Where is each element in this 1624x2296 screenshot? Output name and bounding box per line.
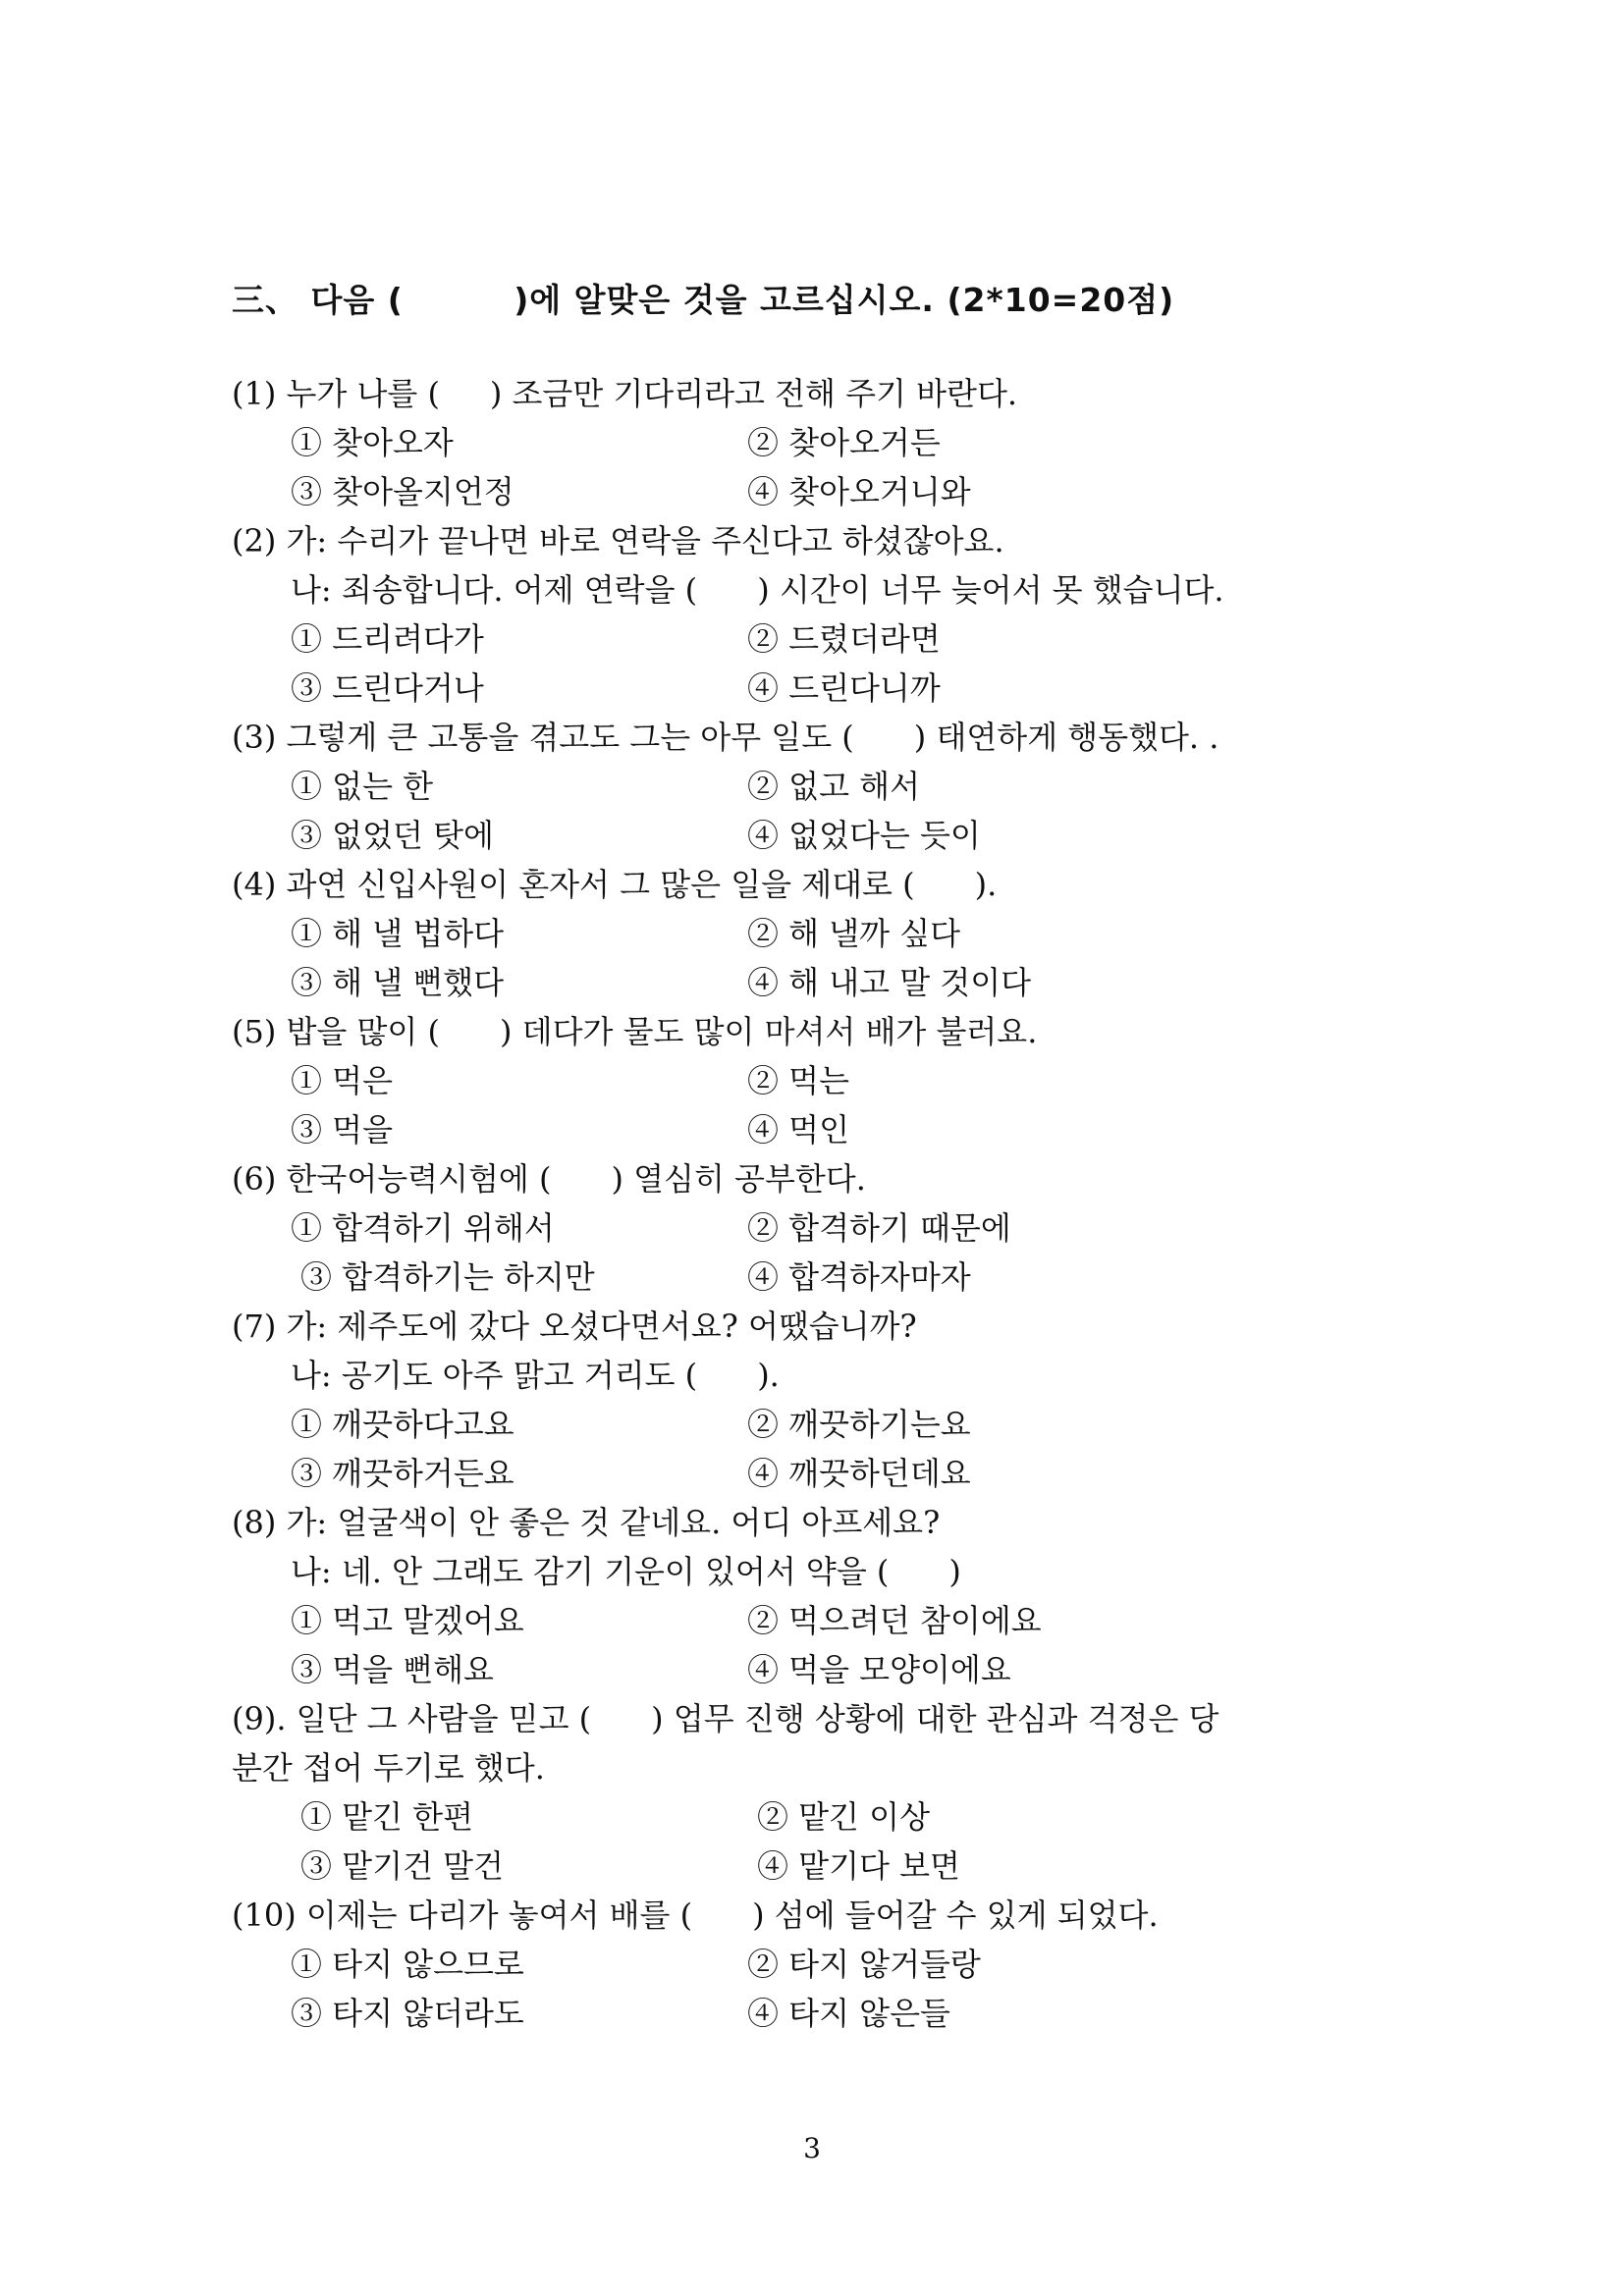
option-3: ③ 먹을 뻔해요: [291, 1651, 494, 1688]
option-1: ① 찾아오자: [291, 424, 454, 461]
option-2: ② 해 낼까 싶다: [747, 915, 961, 952]
question-text: (6) 한국어능력시험에 ( ) 열심히 공부한다.: [232, 1160, 866, 1198]
question-text: (9). 일단 그 사람을 믿고 ( ) 업무 진행 상황에 대한 관심과 걱정은 당: [232, 1700, 1219, 1737]
question-text: (4) 과연 신입사원이 혼자서 그 많은 일을 제대로 ( ).: [232, 866, 998, 903]
options-row: [232, 664, 1420, 713]
question-text: (10) 이제는 다리가 놓여서 배를 ( ) 섬에 들어갈 수 있게 되었다.: [232, 1896, 1159, 1934]
option-1: ① 맡긴 한편: [300, 1798, 473, 1836]
dialogue-reply: 나: 죄송합니다. 어제 연락을 ( ) 시간이 너무 늦어서 못 했습니다.: [291, 571, 1224, 609]
page-number: 3: [803, 2132, 821, 2164]
option-1: ① 없는 한: [291, 768, 434, 805]
option-3: ③ 없었던 탓에: [291, 817, 494, 854]
options-row: [232, 1253, 1420, 1302]
question-3: [232, 713, 1420, 860]
option-2: ② 먹는: [747, 1062, 849, 1099]
question-2: [232, 516, 1420, 713]
option-1: ① 드리려다가: [291, 620, 484, 658]
option-3: ③ 찾아올지언정: [291, 473, 514, 510]
options-row: [232, 1596, 1420, 1645]
options-row: [232, 1792, 1420, 1842]
section-title: 三、 다음 ( )에 알맞은 것을 고르십시오. (2*10=20점): [232, 281, 1175, 319]
options-row: [232, 614, 1420, 664]
options-row: [232, 1449, 1420, 1498]
option-1: ① 타지 않으므로: [291, 1946, 524, 1983]
options-row: [232, 1203, 1420, 1253]
option-1: ① 합격하기 위해서: [291, 1209, 555, 1247]
options-row: [232, 1940, 1420, 1989]
option-4: ④ 없었다는 듯이: [747, 817, 981, 854]
dialogue-reply: 나: 공기도 아주 맑고 거리도 ( ).: [291, 1357, 780, 1394]
option-1: ① 먹은: [291, 1062, 393, 1099]
option-4: ④ 합격하자마자: [747, 1258, 971, 1296]
options-row: [232, 418, 1420, 467]
options-row: [232, 958, 1420, 1007]
question-text: (3) 그렇게 큰 고통을 겪고도 그는 아무 일도 ( ) 태연하게 행동했다. .: [232, 719, 1219, 756]
option-1: ① 먹고 말겠어요: [291, 1602, 524, 1639]
option-4: ④ 먹인: [747, 1111, 849, 1148]
option-3: ③ 맡기건 말건: [300, 1847, 504, 1885]
options-row: [232, 762, 1420, 811]
question-text: (5) 밥을 많이 ( ) 데다가 물도 많이 마셔서 배가 불러요.: [232, 1013, 1038, 1050]
question-text: (1) 누가 나를 ( ) 조금만 기다리라고 전해 주기 바란다.: [232, 375, 1018, 412]
question-5: [232, 1007, 1420, 1154]
question-6: [232, 1154, 1420, 1302]
options-row: [232, 467, 1420, 516]
option-2: ② 먹으려던 참이에요: [747, 1602, 1042, 1639]
option-4: ④ 해 내고 말 것이다: [747, 964, 1032, 1001]
question-9: [232, 1694, 1420, 1891]
option-2: ② 찾아오거든: [747, 424, 941, 461]
option-4: ④ 맡기다 보면: [757, 1847, 960, 1885]
options-row: [232, 1400, 1420, 1449]
option-3: ③ 타지 않더라도: [291, 1995, 524, 2032]
option-3: ③ 합격하기는 하지만: [300, 1258, 595, 1296]
option-2: ② 없고 해서: [747, 768, 920, 805]
options-row: [232, 1989, 1420, 2038]
question-text-continued: 분간 접어 두기로 했다.: [232, 1749, 545, 1787]
options-row: [232, 811, 1420, 860]
question-list: [232, 369, 1420, 2038]
option-4: ④ 먹을 모양이에요: [747, 1651, 1011, 1688]
question-10: [232, 1891, 1420, 2038]
option-3: ③ 먹을: [291, 1111, 393, 1148]
question-text: (2) 가: 수리가 끝나면 바로 연락을 주신다고 하셨잖아요.: [232, 522, 1004, 560]
option-4: ④ 타지 않은들: [747, 1995, 950, 2032]
question-7: [232, 1302, 1420, 1498]
option-4: ④ 찾아오거니와: [747, 473, 971, 510]
question-1: [232, 369, 1420, 516]
options-row: [232, 1842, 1420, 1891]
option-2: ② 맡긴 이상: [757, 1798, 930, 1836]
question-8: [232, 1498, 1420, 1694]
question-text: (7) 가: 제주도에 갔다 오셨다면서요? 어땠습니까?: [232, 1308, 917, 1345]
option-1: ① 해 낼 법하다: [291, 915, 505, 952]
option-4: ④ 깨끗하던데요: [747, 1455, 971, 1492]
options-row: [232, 1645, 1420, 1694]
option-1: ① 깨끗하다고요: [291, 1406, 514, 1443]
option-2: ② 타지 않거들랑: [747, 1946, 981, 1983]
option-3: ③ 해 낼 뻔했다: [291, 964, 505, 1001]
question-text: (8) 가: 얼굴색이 안 좋은 것 같네요. 어디 아프세요?: [232, 1504, 941, 1541]
option-2: ② 깨끗하기는요: [747, 1406, 971, 1443]
option-2: ② 드렸더라면: [747, 620, 941, 658]
options-row: [232, 909, 1420, 958]
option-4: ④ 드린다니까: [747, 669, 941, 707]
dialogue-reply: 나: 네. 안 그래도 감기 기운이 있어서 약을 ( ): [291, 1553, 961, 1590]
option-3: ③ 깨끗하거든요: [291, 1455, 514, 1492]
options-row: [232, 1105, 1420, 1154]
question-4: [232, 860, 1420, 1007]
options-row: [232, 1056, 1420, 1105]
option-3: ③ 드린다거나: [291, 669, 484, 707]
option-2: ② 합격하기 때문에: [747, 1209, 1011, 1247]
